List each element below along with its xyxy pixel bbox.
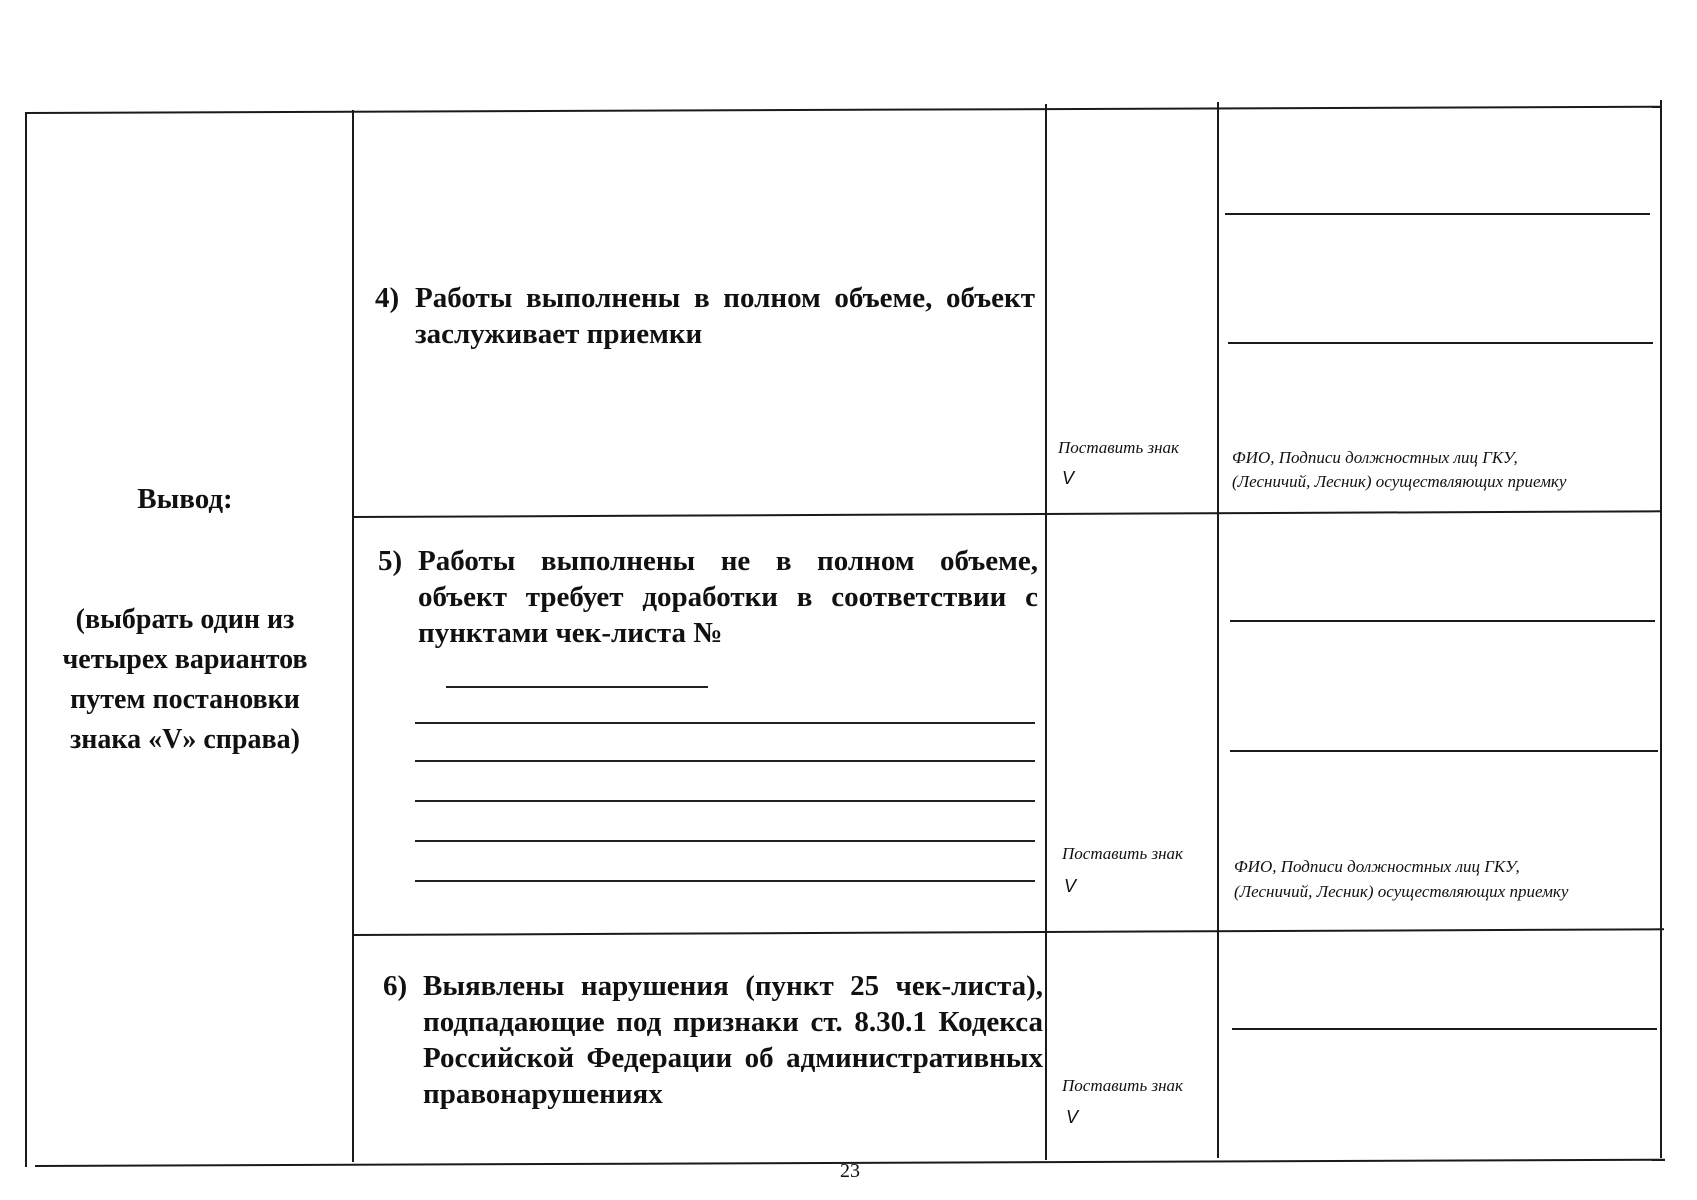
option-5-signature-line-1[interactable]: [1230, 620, 1655, 622]
option-5-checklist-number-blank[interactable]: [446, 686, 708, 688]
option-6-mark-label: Поставить знак: [1062, 1076, 1183, 1095]
option-5-signature-caption-line1: ФИО, Подписи должностных лиц ГКУ,: [1234, 857, 1520, 876]
option-4-signature-line-2[interactable]: [1228, 342, 1653, 344]
option-4-number: 4): [375, 282, 400, 314]
option-6-number: 6): [383, 970, 408, 1002]
option-5-fill-line-2[interactable]: [415, 760, 1035, 762]
column-divider-2: [1045, 104, 1047, 1160]
option-5-text: Работы выполнены не в полном объеме, объект требует доработки в соответствии с пунктами чек-листа №: [418, 545, 1038, 649]
option-4-mark-symbol[interactable]: V: [1062, 468, 1075, 488]
page-number: 23: [840, 1160, 860, 1182]
option-5-number: 5): [378, 545, 403, 577]
option-5: [378, 543, 1038, 693]
option-6-signature-line[interactable]: [1232, 1028, 1657, 1030]
option-4-signature-caption-line1: ФИО, Подписи должностных лиц ГКУ,: [1232, 448, 1518, 467]
option-5-signature-caption-line2: (Лесничий, Лесник) осуществляющих приемку: [1234, 882, 1569, 901]
table-right-border: [1660, 100, 1662, 1158]
column-divider-3: [1217, 102, 1219, 1158]
option-6-mark-symbol[interactable]: V: [1066, 1107, 1079, 1127]
row-divider-1: [352, 510, 1660, 518]
option-5-mark-label: Поставить знак: [1062, 844, 1183, 863]
option-6-text: Выявлены нарушения (пункт 25 чек-листа), подпадающие под признаки ст. 8.30.1 Кодекса Российской Федерации об административных правонарушениях: [423, 970, 1043, 1110]
option-4-signature-line-1[interactable]: [1225, 213, 1650, 215]
row-divider-2: [354, 928, 1664, 936]
option-4-signature-caption-line2: (Лесничий, Лесник) осуществляющих приемку: [1232, 472, 1567, 491]
option-5-fill-line-5[interactable]: [415, 880, 1035, 882]
table-left-border: [25, 112, 27, 1167]
option-5-fill-line-4[interactable]: [415, 840, 1035, 842]
conclusion-heading: Вывод:: [137, 483, 233, 515]
option-5-fill-line-3[interactable]: [415, 800, 1035, 802]
option-5-fill-line-1[interactable]: [415, 722, 1035, 724]
option-5-signature-line-2[interactable]: [1230, 750, 1658, 752]
conclusion-instruction: (выбрать один из четырех вариантов путем постановки знака «V» справа): [62, 604, 308, 755]
table-top-border: [25, 106, 1660, 114]
option-4-mark-label: Поставить знак: [1058, 438, 1179, 457]
option-5-mark-symbol[interactable]: V: [1064, 876, 1077, 896]
option-4-text: Работы выполнены в полном объеме, объект заслуживает приемки: [415, 282, 1035, 350]
column-divider-1: [352, 110, 354, 1162]
